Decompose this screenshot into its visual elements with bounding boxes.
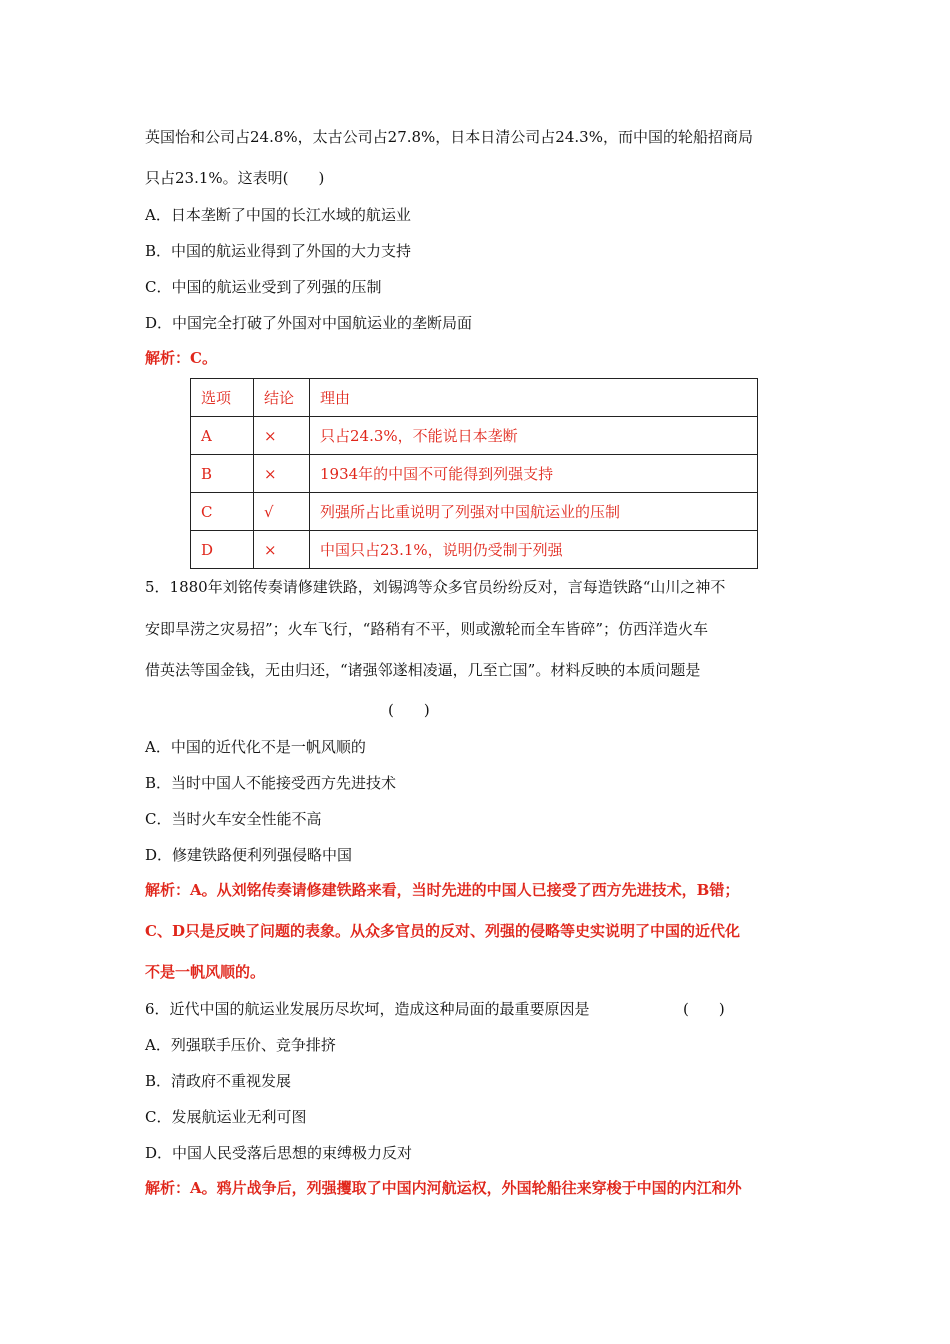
q6-option-a: A．列强联手压价、竞争排挤: [145, 1036, 336, 1054]
table-cell: B: [191, 455, 254, 493]
q5-option-a: A．中国的近代化不是一帆风顺的: [145, 738, 366, 756]
cross-mark: ×: [254, 531, 310, 569]
q6-answer-paren: ( ): [683, 1000, 725, 1018]
check-mark: √: [254, 493, 310, 531]
table-cell: D: [191, 531, 254, 569]
q4-stem-line1: 英国怡和公司占24.8%，太古公司占27.8%，日本日清公司占24.3%，而中国的轮船招商局: [145, 128, 753, 146]
table-row: [191, 531, 758, 569]
q5-analysis-line2: C、D只是反映了问题的表象。从众多官员的反对、列强的侵略等史实说明了中国的近代化: [145, 922, 740, 940]
table-header-cell: 选项: [191, 379, 254, 417]
q5-option-d: D．修建铁路便利列强侵略中国: [145, 846, 353, 864]
q6-analysis-line1: 解析：A。鸦片战争后，列强攫取了中国内河航运权，外国轮船往来穿梭于中国的内江和外: [145, 1179, 742, 1197]
table-cell: C: [191, 493, 254, 531]
q6-option-c: C．发展航运业无利可图: [145, 1108, 307, 1126]
table-cell: 1934年的中国不可能得到列强支持: [310, 455, 758, 493]
q5-analysis-line1: 解析：A。从刘铭传奏请修建铁路来看，当时先进的中国人已接受了西方先进技术，B错；: [145, 881, 740, 899]
q6-option-d: D．中国人民受落后思想的束缚极力反对: [145, 1144, 413, 1162]
q5-stem-line2: 安即旱涝之灾易招”；火车飞行，“路稍有不平，则或激轮而全车皆碎”；仿西洋造火车: [145, 620, 709, 638]
table-header-row: [191, 379, 758, 417]
table-row: [191, 417, 758, 455]
q5-option-b: B．当时中国人不能接受西方先进技术: [145, 774, 397, 792]
table-header-cell: 理由: [310, 379, 758, 417]
q4-option-d: D．中国完全打破了外国对中国航运业的垄断局面: [145, 314, 473, 332]
q5-stem-line3: 借英法等国金钱，无由归还，“诸强邻遂相凌逼，几至亡国”。材料反映的本质问题是: [145, 661, 701, 679]
q6-option-b: B．清政府不重视发展: [145, 1072, 292, 1090]
q5-option-c: C．当时火车安全性能不高: [145, 810, 322, 828]
cross-mark: ×: [254, 417, 310, 455]
q4-option-c: C．中国的航运业受到了列强的压制: [145, 278, 382, 296]
q4-stem-line2: 只占23.1%。这表明( ): [145, 169, 325, 187]
q5-stem-line1: 5．1880年刘铭传奏请修建铁路，刘锡鸿等众多官员纷纷反对，言每造铁路“山川之神不: [145, 578, 726, 596]
table-cell: 只占24.3%，不能说日本垄断: [310, 417, 758, 455]
q4-option-b: B．中国的航运业得到了外国的大力支持: [145, 242, 412, 260]
q5-answer-paren: ( ): [388, 701, 430, 719]
table-cell: A: [191, 417, 254, 455]
q6-stem: 6．近代中国的航运业发展历尽坎坷，造成这种局面的最重要原因是: [145, 1000, 590, 1018]
table-header-cell: 结论: [254, 379, 310, 417]
table-row: [191, 493, 758, 531]
q4-analysis: 解析：C。: [145, 349, 217, 367]
q4-option-a: A．日本垄断了中国的长江水域的航运业: [145, 206, 411, 224]
table-row: [191, 455, 758, 493]
table-cell: 中国只占23.1%，说明仍受制于列强: [310, 531, 758, 569]
q5-analysis-line3: 不是一帆风顺的。: [145, 963, 266, 981]
q4-answer-table: [190, 378, 758, 569]
table-cell: 列强所占比重说明了列强对中国航运业的压制: [310, 493, 758, 531]
cross-mark: ×: [254, 455, 310, 493]
